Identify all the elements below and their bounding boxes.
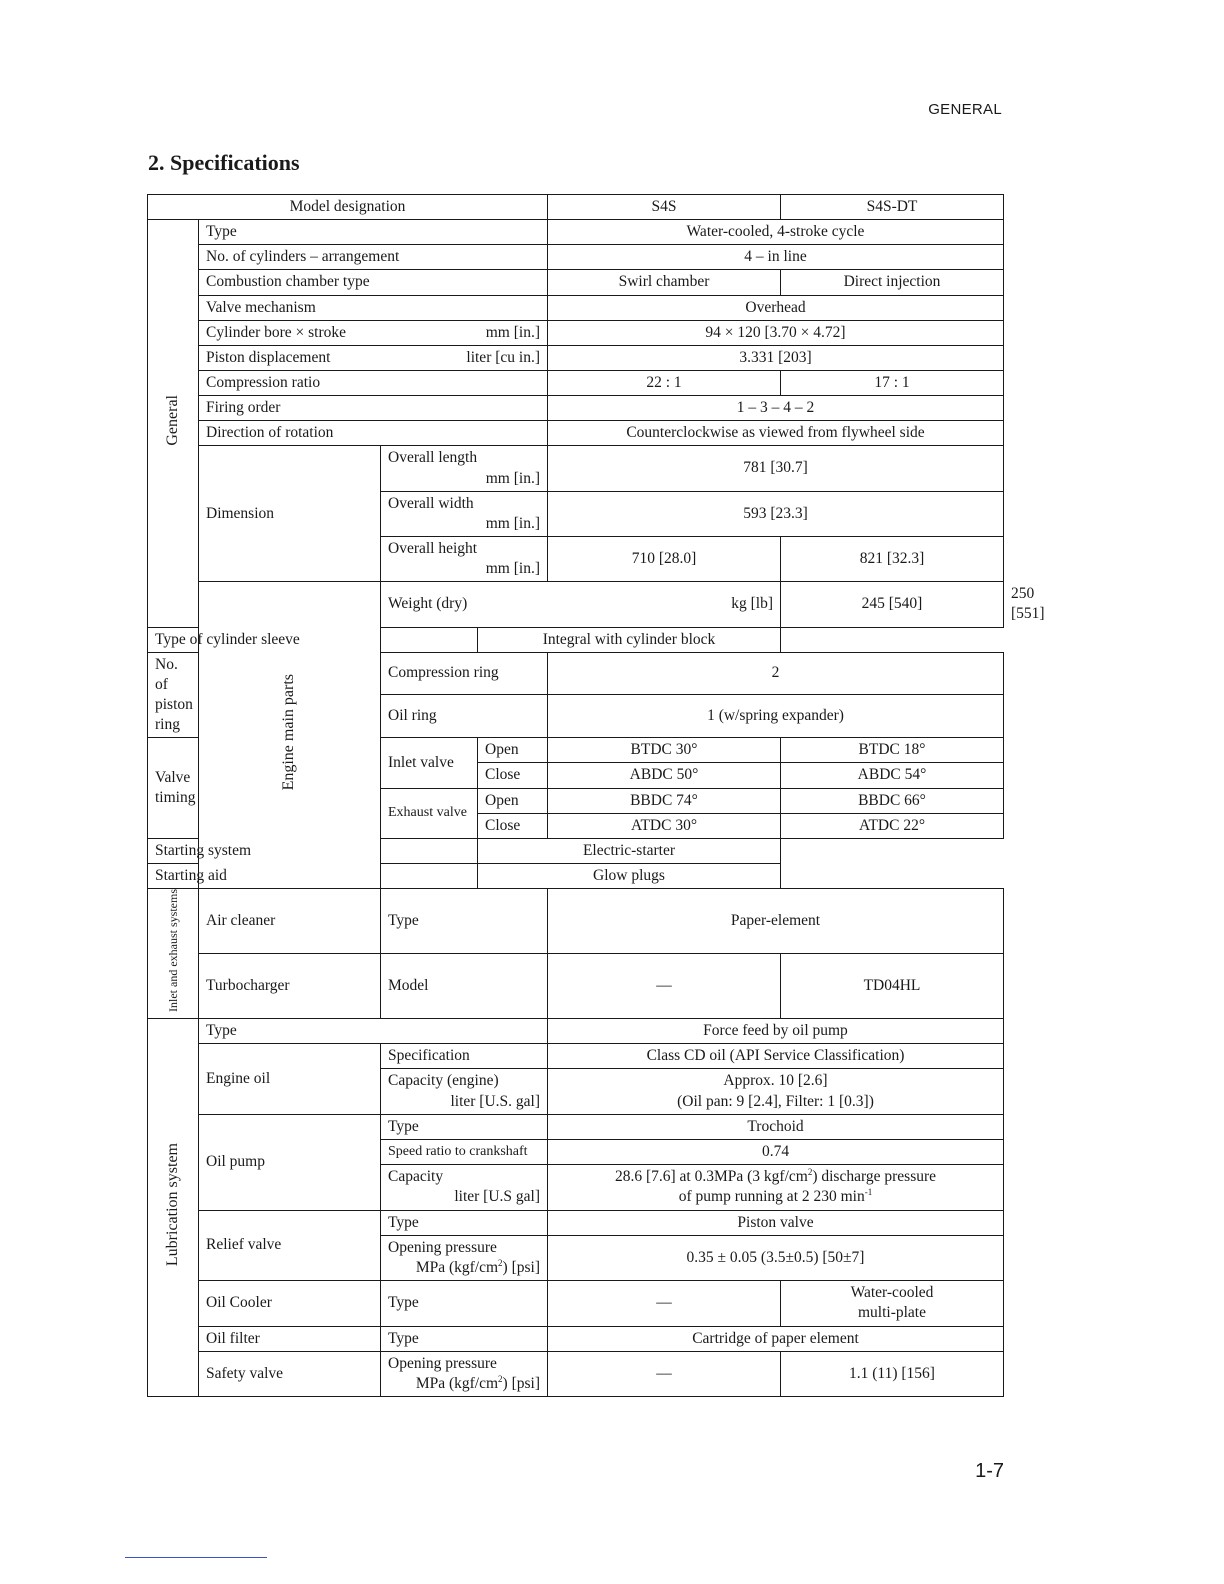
spec-sublabel: Oil ring <box>381 695 548 738</box>
spec-value: 2 <box>548 652 1004 695</box>
unit-label: mm [in.] <box>485 323 540 341</box>
spec-value: Water-cooled, 4-stroke cycle <box>548 220 1004 245</box>
spec-sublabel: Close <box>478 813 548 838</box>
spec-sublabel: Type <box>381 1326 548 1351</box>
spec-sublabel: Overall height mm [in.] <box>381 536 548 581</box>
table-row <box>148 838 1004 863</box>
spec-sublabel: Capacity liter [U.S gal] <box>381 1165 548 1211</box>
spec-label: Starting system <box>148 838 478 863</box>
spec-value: 0.35 ± 0.05 (3.5±0.5) [50±7] <box>548 1235 1004 1280</box>
category-engine-main-parts: Engine main parts <box>199 582 381 889</box>
spec-value: 781 [30.7] <box>548 446 1004 491</box>
table-row <box>148 1326 1004 1351</box>
spec-value: Cartridge of paper element <box>548 1326 1004 1351</box>
category-lubrication: Lubrication system <box>148 1019 199 1397</box>
spec-value-s4s: 245 [540] <box>781 582 1004 627</box>
spec-label: Turbocharger <box>199 954 381 1019</box>
spec-value-s4sdt: Direct injection <box>781 270 1004 295</box>
table-row <box>148 954 1004 1019</box>
spec-sublabel: Type <box>381 889 548 954</box>
spec-label: Firing order <box>199 396 548 421</box>
spec-value: 28.6 [7.6] at 0.3MPa (3 kgf/$cm^2$) discharge pressure of pump running at 2 230 $\min^{-1}$ <box>548 1165 1004 1211</box>
spec-sublabel: Speed ratio to crankshaft <box>381 1139 548 1164</box>
spec-value-s4s: Swirl chamber <box>548 270 781 295</box>
table-row <box>148 863 1004 888</box>
spec-value-s4sdt: 17 : 1 <box>781 370 1004 395</box>
unit-label: kg [lb] <box>731 595 773 613</box>
spec-sublabel: Type <box>381 1281 548 1326</box>
spec-label: Cylinder bore × stroke mm [in.] <box>199 320 548 345</box>
spec-sublabel: Overall length mm [in.] <box>381 446 548 491</box>
unit-label: liter [cu in.] <box>466 348 540 366</box>
spec-value-s4s: ABDC 50° <box>548 763 781 788</box>
spec-value-s4sdt: ABDC 54° <box>781 763 1004 788</box>
spec-sublabel: Opening pressure MPa $(kgf/cm^2)$ [psi] <box>381 1351 548 1396</box>
spec-value: Piston valve <box>548 1210 1004 1235</box>
spec-value: Force feed by oil pump <box>548 1019 1004 1044</box>
table-row <box>148 295 1004 320</box>
footer-divider <box>125 1557 267 1558</box>
specifications-table <box>147 194 1045 1397</box>
spec-value: Electric-starter <box>478 838 781 863</box>
spec-sublabel: Open <box>478 738 548 763</box>
spec-value: 3.331 [203] <box>548 345 1004 370</box>
table-row <box>148 320 1004 345</box>
s4sdt-header: S4S-DT <box>781 195 1004 220</box>
table-row: Engine main parts Weight (dry) kg [lb] 245 [540] 250 [551] <box>148 582 1004 627</box>
spec-value-s4sdt: TD04HL <box>781 954 1004 1019</box>
spec-label: Oil filter <box>199 1326 381 1351</box>
model-designation-header: Model designation <box>148 195 548 220</box>
spec-label: No. of cylinders – arrangement <box>199 245 548 270</box>
spec-value: 593 [23.3] <box>548 491 1004 536</box>
table-row <box>148 421 1004 446</box>
spec-sublabel: Open <box>478 788 548 813</box>
spec-value-s4s: 22 : 1 <box>548 370 781 395</box>
spec-value-s4sdt: 821 [32.3] <box>781 536 1004 581</box>
spec-sublabel: Capacity (engine) liter [U.S. gal] <box>381 1069 548 1114</box>
spec-value: 94 × 120 [3.70 × 4.72] <box>548 320 1004 345</box>
spec-value: 1 – 3 – 4 – 2 <box>548 396 1004 421</box>
spec-value-s4s: ATDC 30° <box>548 813 781 838</box>
table-row <box>148 1281 1004 1326</box>
table-row <box>148 1351 1004 1396</box>
spec-value-s4sdt: 1.1 (11) [156] <box>781 1351 1004 1396</box>
spec-value-s4s: BTDC 30° <box>548 738 781 763</box>
spec-label: Direction of rotation <box>199 421 548 446</box>
spec-value: Overhead <box>548 295 1004 320</box>
table-row <box>148 245 1004 270</box>
spec-label: No. of piston ring <box>148 652 199 738</box>
category-general: General <box>148 220 199 627</box>
spec-value-s4s: — <box>548 954 781 1019</box>
spec-label: Weight (dry) kg [lb] <box>381 582 781 627</box>
spec-label: Relief valve <box>199 1210 381 1281</box>
spec-label: Type of cylinder sleeve <box>148 627 478 652</box>
spec-value: Class CD oil (API Service Classification) <box>548 1044 1004 1069</box>
section-header: GENERAL <box>928 101 1002 118</box>
spec-value: Trochoid <box>548 1114 1004 1139</box>
s4s-header: S4S <box>548 195 781 220</box>
spec-label: Type <box>199 1019 548 1044</box>
table-header-row <box>148 195 1004 220</box>
spec-value: Counterclockwise as viewed from flywheel side <box>548 421 1004 446</box>
table-row <box>148 270 1004 295</box>
table-row <box>148 220 1004 245</box>
spec-label: Combustion chamber type <box>199 270 548 295</box>
spec-value: 4 – in line <box>548 245 1004 270</box>
spec-value: Paper-element <box>548 889 1004 954</box>
spec-label: Oil pump <box>199 1114 381 1210</box>
table-row <box>148 1210 1004 1235</box>
spec-sublabel: Type <box>381 1114 548 1139</box>
spec-sublabel: Opening pressure MPa $(kgf/cm^2)$ [psi] <box>381 1235 548 1280</box>
spec-value-s4sdt: BTDC 18° <box>781 738 1004 763</box>
spec-value: 0.74 <box>548 1139 1004 1164</box>
spec-label: Oil Cooler <box>199 1281 381 1326</box>
spec-value: 1 (w/spring expander) <box>548 695 1004 738</box>
spec-value-s4s: — <box>548 1281 781 1326</box>
spec-value-s4s: — <box>548 1351 781 1396</box>
category-inlet-exhaust: Inlet and exhaust systems <box>148 889 199 1019</box>
spec-label: Valve timing <box>148 738 199 839</box>
spec-value-s4sdt: BBDC 66° <box>781 788 1004 813</box>
spec-value-s4sdt: ATDC 22° <box>781 813 1004 838</box>
table-row <box>148 370 1004 395</box>
spec-label: Compression ratio <box>199 370 548 395</box>
table-row <box>148 627 1004 652</box>
spec-sublabel: Close <box>478 763 548 788</box>
table-row <box>148 396 1004 421</box>
spec-label: Dimension <box>199 446 381 582</box>
page-title: 2. Specifications <box>148 150 300 175</box>
spec-value: Glow plugs <box>478 863 781 888</box>
spec-value: Integral with cylinder block <box>478 627 781 652</box>
table-row <box>148 889 1004 954</box>
table-row <box>148 1044 1004 1069</box>
spec-label: Valve mechanism <box>199 295 548 320</box>
spec-sublabel: Exhaust valve <box>381 788 478 838</box>
spec-sublabel: Type <box>381 1210 548 1235</box>
table-row <box>148 1114 1004 1139</box>
table-row <box>148 1019 1004 1044</box>
spec-sublabel: Model <box>381 954 548 1019</box>
spec-label: Type <box>199 220 548 245</box>
spec-label: Engine oil <box>199 1044 381 1114</box>
spec-label: Piston displacement liter [cu in.] <box>199 345 548 370</box>
spec-label: Starting aid <box>148 863 478 888</box>
spec-value-s4s: 710 [28.0] <box>548 536 781 581</box>
table-row <box>148 446 1004 491</box>
spec-sublabel: Specification <box>381 1044 548 1069</box>
table-row <box>148 345 1004 370</box>
spec-sublabel: Compression ring <box>381 652 548 695</box>
spec-value-s4sdt: Water-cooled multi-plate <box>781 1281 1004 1326</box>
spec-value-s4s: BBDC 74° <box>548 788 781 813</box>
spec-sublabel: Overall width mm [in.] <box>381 491 548 536</box>
spec-label: Air cleaner <box>199 889 381 954</box>
page-number: 1-7 <box>975 1460 1004 1482</box>
spec-value: Approx. 10 [2.6] (Oil pan: 9 [2.4], Filter: 1 [0.3]) <box>548 1069 1004 1114</box>
spec-sublabel: Inlet valve <box>381 738 478 788</box>
spec-label: Safety valve <box>199 1351 381 1396</box>
